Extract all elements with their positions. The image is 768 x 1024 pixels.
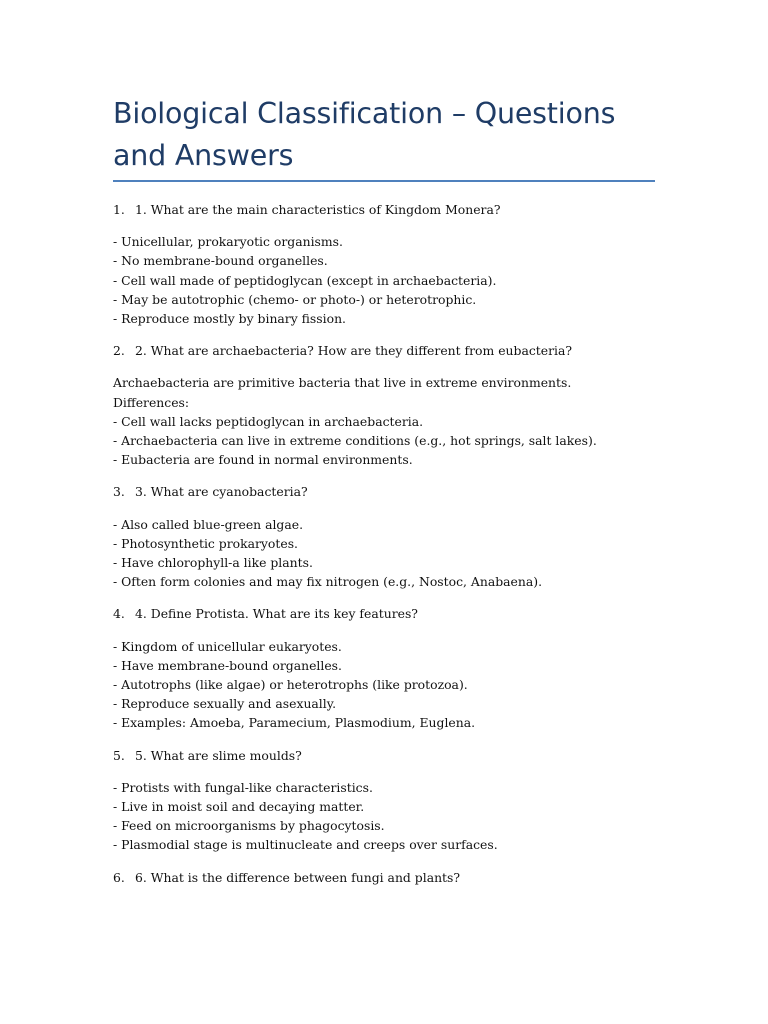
answer-line: - Live in moist soil and decaying matter. xyxy=(113,799,365,814)
answer-line: - Also called blue-green algae. xyxy=(113,516,304,532)
answer-line: - Feed on microorganisms by phagocytosis. xyxy=(113,818,385,834)
answer xyxy=(113,515,673,592)
question-number: 3. xyxy=(113,484,125,500)
answer-line: - May be autotrophic (chemo- or photo-) or heterotrophic. xyxy=(113,291,477,307)
answer-line: - Plasmodial stage is multinucleate and creeps over surfaces. xyxy=(113,837,498,853)
question-text: 3. What are cyanobacteria? xyxy=(135,484,308,500)
answer xyxy=(113,637,673,733)
question xyxy=(113,200,673,219)
question xyxy=(113,604,673,623)
answer-line: - Examples: Amoeba, Paramecium, Plasmodium, Euglena. xyxy=(113,715,476,731)
question-text: 6. What is the difference between fungi and plants? xyxy=(135,869,461,885)
question-number: 4. xyxy=(113,606,125,622)
question xyxy=(113,341,673,360)
answer-line: Archaebacteria are primitive bacteria that live in extreme environments. xyxy=(113,375,572,391)
answer-line: - Eubacteria are found in normal environments. xyxy=(113,452,413,468)
answer-line: - Autotrophs (like algae) or heterotrophs (like protozoa). xyxy=(113,677,468,692)
question-text: 2. What are archaebacteria? How are they different from eubacteria? xyxy=(135,343,572,359)
answer xyxy=(113,778,673,855)
question xyxy=(113,868,673,887)
answer-line: - Photosynthetic prokaryotes. xyxy=(113,535,298,551)
qa-list xyxy=(113,200,673,887)
question-text: 5. What are slime moulds? xyxy=(135,747,302,763)
answer-line: - Archaebacteria can live in extreme conditions (e.g., hot springs, salt lakes). xyxy=(113,433,597,448)
question-text: 4. Define Protista. What are its key features? xyxy=(135,606,418,622)
answer-line: - Have chlorophyll-a like plants. xyxy=(113,555,313,570)
answer-line: - Kingdom of unicellular eukaryotes. xyxy=(113,638,342,654)
qa-item xyxy=(113,746,673,855)
qa-item xyxy=(113,482,673,591)
question xyxy=(113,746,673,765)
answer-line: - Cell wall made of peptidoglycan (except in archaebacteria). xyxy=(113,272,497,288)
answer-line: - Unicellular, prokaryotic organisms. xyxy=(113,234,343,250)
title-underline xyxy=(113,180,655,182)
answer-line: - No membrane-bound organelles. xyxy=(113,253,328,269)
answer xyxy=(113,373,673,469)
answer-line: - Have membrane-bound organelles. xyxy=(113,657,342,673)
answer-line: - Often form colonies and may fix nitrogen (e.g., Nostoc, Anabaena). xyxy=(113,574,543,590)
question xyxy=(113,482,673,501)
qa-item xyxy=(113,341,673,469)
qa-item xyxy=(113,868,673,887)
question-number: 5. xyxy=(113,747,125,763)
page-title: Biological Classification – Questions and Answers xyxy=(113,97,616,172)
answer-line: - Protists with fungal-like characteristics. xyxy=(113,779,373,795)
question-text: 1. What are the main characteristics of Kingdom Monera? xyxy=(135,202,501,217)
answer-line: - Reproduce sexually and asexually. xyxy=(113,696,337,712)
answer xyxy=(113,232,673,328)
question-number: 1. xyxy=(113,202,125,217)
answer-line: - Cell wall lacks peptidoglycan in archaebacteria. xyxy=(113,413,424,429)
answer-line: Differences: xyxy=(113,394,190,410)
qa-item xyxy=(113,604,673,732)
question-number: 6. xyxy=(113,869,125,885)
qa-item xyxy=(113,200,673,328)
answer-line: - Reproduce mostly by binary fission. xyxy=(113,311,346,326)
question-number: 2. xyxy=(113,343,125,359)
